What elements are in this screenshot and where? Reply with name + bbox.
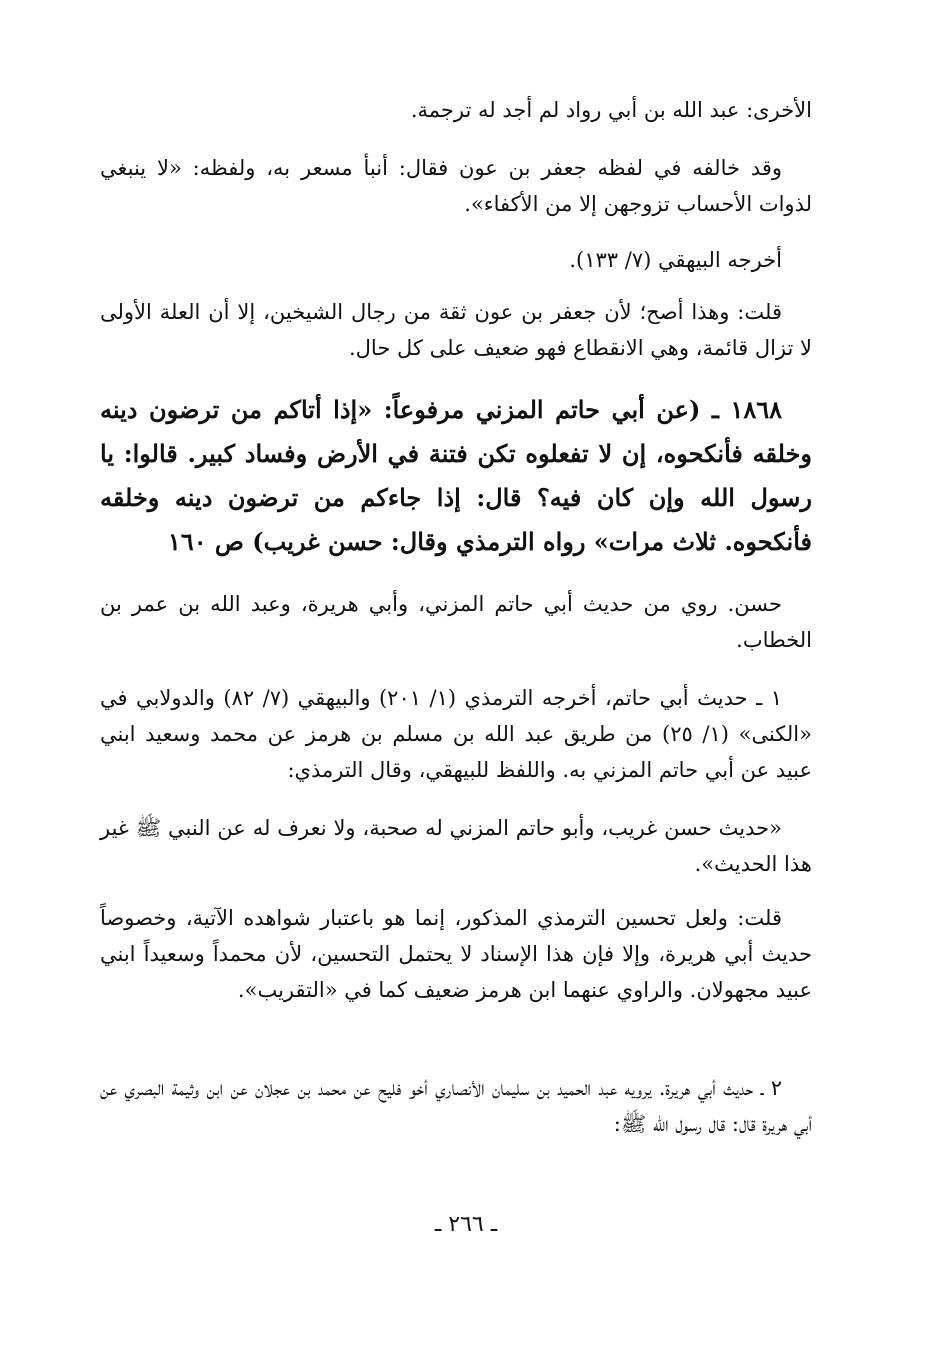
- paragraph-jafar-wording: وقد خالفه في لفظه جعفر بن عون فقال: أنبأ مسعر به، ولفظه: «لا ينبغي لذوات الأحساب تزوجهن إلا من الأكفاء».: [100, 156, 812, 216]
- paragraph-bayhaqi-reference: أخرجه البيهقي (٧/ ١٣٣).: [569, 248, 782, 272]
- paragraph-hadith-abi-hatim: ١ ـ حديث أبي حاتم، أخرجه الترمذي (١/ ٢٠١) والبيهقي (٧/ ٨٢) والدولابي في «الكنى» (١/ ٢٥) من طريق عبد الله بن مسلم بن هرمز عن محمد وسعيد ابني عبيد عن أبي حاتم المزني به. واللفظ للبيهقي، وقال الترمذي:: [100, 686, 812, 782]
- paragraph-hadith-abi-hurayra: ٢ ـ حديث أبي هريرة. يرويه عبد الحميد بن سليمان الأنصاري أخو فليح عن محمد بن عجلان عن ابن وثيمة البصري عن أبي هريرة قال: قال رسول الله ﷺ:: [100, 1076, 812, 1136]
- paragraph-tirmidhi-quote: «حديث حسن غريب، وأبو حاتم المزني له صحبة، ولا نعرف له عن النبي ﷺ غير هذا الحديث».: [100, 816, 812, 876]
- page-number: ـ ٢٦٦ ـ: [434, 1212, 498, 1237]
- paragraph-grading: حسن. روي من حديث أبي حاتم المزني، وأبي هريرة، وعبد الله بن عمر بن الخطاب.: [100, 592, 812, 652]
- hadith-1868-text: ١٨٦٨ ـ (عن أبي حاتم المزني مرفوعاً: «إذا أتاكم من ترضون دينه وخلقه فأنكحوه، إن لا تفعلوه تكن فتنة في الأرض وفساد كبير. قالوا: يا رسول الله وإن كان فيه؟ قال: إذا جاءكم من ترضون دينه وخلقه فأنكحوه. ثلاث مرات» رواه الترمذي وقال: حسن غريب) ص ١٦٠: [100, 395, 812, 556]
- paragraph-translation-note: الأخرى: عبد الله بن أبي رواد لم أجد له ترجمة.: [410, 98, 812, 122]
- paragraph-author-comment: قلت: وهذا أصح؛ لأن جعفر بن عون ثقة من رجال الشيخين، إلا أن العلة الأولى لا تزال قائمة، وهي الانقطاع فهو ضعيف على كل حال.: [100, 300, 812, 360]
- paragraph-author-analysis: قلت: ولعل تحسين الترمذي المذكور، إنما هو باعتبار شواهده الآتية، وخصوصاً حديث أبي هريرة، وإلا فإن هذا الإسناد لا يحتمل التحسين، لأن محمداً وسعيداً ابني عبيد مجهولان. والراوي عنهما ابن هرمز ضعيف كما في «التقريب».: [100, 906, 812, 1002]
